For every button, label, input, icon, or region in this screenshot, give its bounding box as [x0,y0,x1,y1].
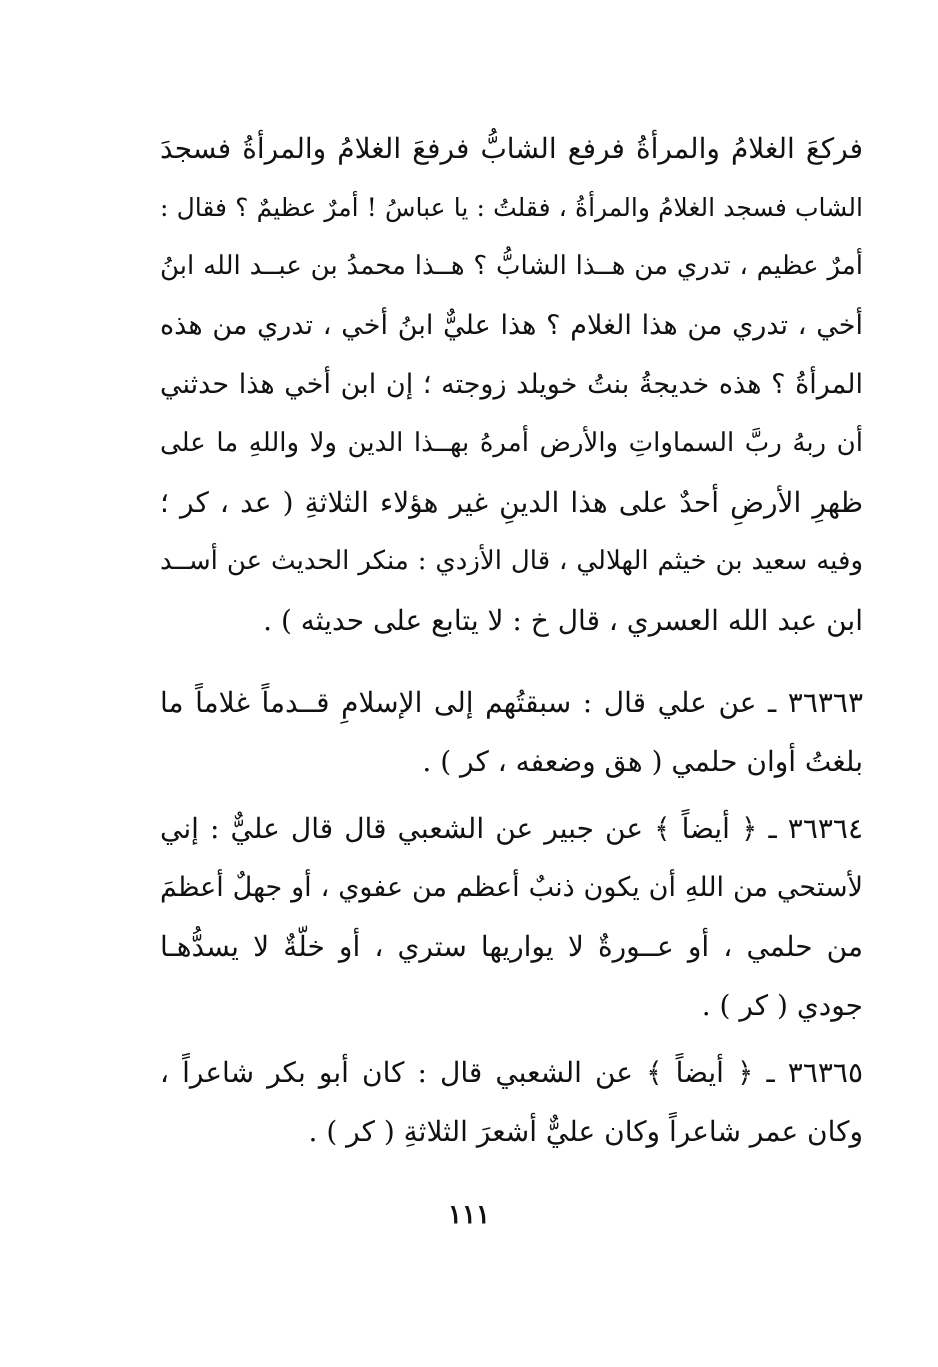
paragraph-1 [160,119,863,650]
page-number: ١١١ [448,1200,490,1230]
text-line: من حلمي ، أو عــورةٌ لا يواريها ستري ، أو خلّةٌ لا يسدُّهـا [160,930,863,963]
paragraph-2 [160,673,863,791]
text-line: ٣٦٣٦٣ ـ عن علي قال : سبقتُهم إلى الإسلامِ قــدماً غلاماً ما [160,686,863,719]
text-line: ابن عبد الله العسري ، قال خ : لا يتابع على حديثه ) . [263,604,863,637]
text-line: لأستحي من اللهِ أن يكون ذنبٌ أعظم من عفوي ، أو جهلٌ أعظمَ [160,872,863,903]
text-line: بلغتُ أوان حلمي ( هق وضعفه ، كر ) . [422,745,863,778]
text-line: ظهرِ الأرضِ أحدٌ على هذا الدينِ غير هؤلاء الثلاثةِ ( عد ، كر ؛ [160,486,863,519]
text-line: جودي ( كر ) . [701,989,863,1022]
paragraph-4 [160,1043,863,1161]
text-line: أن ربهُ ربَّ السماواتِ والأرض أمرهُ بهــذا الدين ولا واللهِ ما على [160,428,863,458]
text-line: أخي ، تدري من هذا الغلام ؟ هذا عليٌّ ابنُ أخي ، تدري من هذه [160,310,863,341]
text-line: فركعَ الغلامُ والمرأةُ فرفع الشابُّ فرفعَ الغلامُ والمرأةُ فسجدَ [160,132,863,165]
paragraph-3 [160,799,863,1035]
text-line: المرأةُ ؟ هذه خديجةُ بنتُ خويلد زوجته ؛ إن ابن أخي هذا حدثني [160,369,863,400]
text-line: الشاب فسجد الغلامُ والمرأةُ ، فقلتُ : يا عباسُ ! أمرٌ عظيمٌ ؟ فقال : [160,193,863,222]
text-line: أمرٌ عظيم ، تدري من هــذا الشابُّ ؟ هــذا محمدُ بن عبــد الله ابنُ [160,251,863,281]
text-line: ٣٦٣٦٤ ـ ﴿ أيضاً ﴾ عن جبير عن الشعبي قال قال عليٌّ : إني [160,812,863,845]
text-line: وكان عمر شاعراً وكان عليٌّ أشعرَ الثلاثةِ ( كر ) . [308,1115,863,1148]
text-line: ٣٦٣٦٥ ـ ﴿ أيضاً ﴾ عن الشعبي قال : كان أبو بكر شاعراً ، [160,1056,863,1089]
text-line: وفيه سعيد بن خيثم الهلالي ، قال الأزدي : منكر الحديث عن أســد [160,546,863,576]
